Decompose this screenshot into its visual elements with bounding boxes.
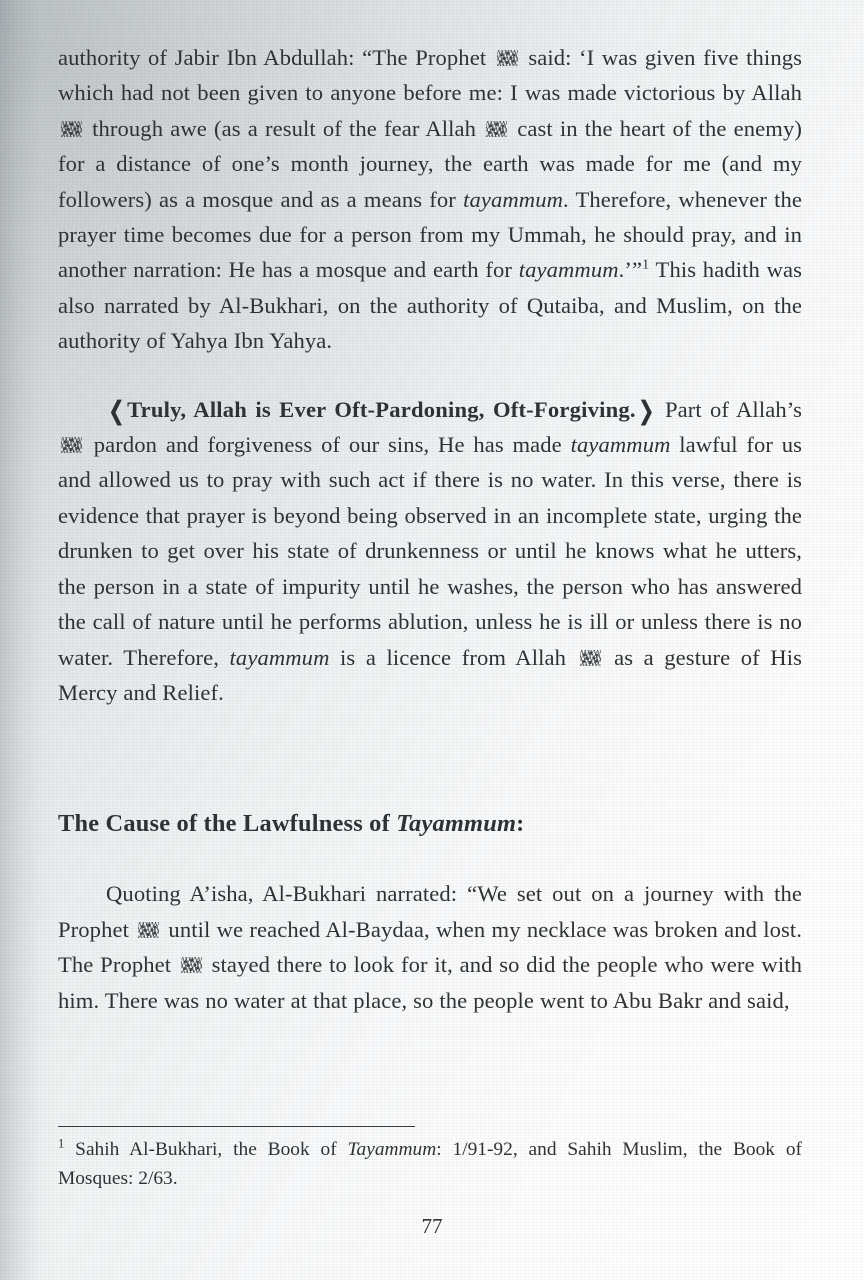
aisha-text-segment-2: until we reached Al-Baydaa, when my necklace was broken and lost. The Prophet [58, 916, 802, 978]
paragraph-hadith-jabir [58, 40, 802, 359]
subhanahu-wa-taala-icon-3 [61, 436, 82, 455]
page-gutter-shadow [0, 0, 58, 1280]
footnote-text-segment-2: : 1/91-92, and Sahih Muslim, the Book of Mosques: 2/63. [58, 1139, 802, 1189]
footnote-italic-term: Tayammum [347, 1139, 437, 1160]
footnote-text [58, 1135, 802, 1193]
aisha-text-segment-3: stayed there to look for it, and so did the people who were with him. There was no water at that place, so the people went to Abu Bakr and said, [58, 952, 802, 1013]
sallallahu-alayhi-wasallam-icon-3 [181, 956, 202, 975]
verse-close-bracket-icon: ❭ [635, 397, 657, 425]
commentary-text-segment-4: is a licence from Allah [329, 644, 577, 670]
aisha-text-segment-1: Quoting A’isha, Al-Bukhari narrated: “We set out on a journey with the Prophet [58, 881, 802, 942]
subhanahu-wa-taala-icon-4 [580, 649, 601, 668]
commentary-text-segment-3: lawful for us and allowed us to pray with such act if there is no water. In this verse, there is evidence that prayer is beyond being observed in an incomplete state, urging the drunken to get over his state of drunkenness or until he knows what he utters, the person in a state of impurity until he washes, the person who has answered the call of nature until he performs ablution, unless he is ill or unless there is no water. Therefore, [58, 432, 802, 670]
italic-term-tayammum-4: tayammum [229, 644, 330, 670]
hadith-text-segment-3: through awe (as a result of the fear Allah [85, 115, 484, 141]
section-heading-italic-term: Tayammum [396, 810, 517, 838]
hadith-text-segment-5: . Therefore, whenever the prayer time becomes due for a person from my Ummah, he should pray, and in another narration: He has a mosque and earth for [58, 186, 802, 283]
subhanahu-wa-taala-icon-1 [61, 120, 82, 139]
italic-term-tayammum-1: tayammum [463, 186, 564, 212]
hadith-text-segment-4: cast in the heart of the enemy) for a distance of one’s month journey, the earth was made for me (and my followers) as a mosque and as a means for [58, 115, 802, 212]
section-heading-cause-of-lawfulness [58, 808, 802, 840]
section-heading-text: The Cause of the Lawfulness of [58, 810, 397, 838]
footnote-block [58, 1126, 802, 1193]
verse-open-bracket-icon: ❬ [106, 397, 128, 425]
heading-spacer-above [58, 710, 802, 808]
footnote-number-marker: 1 [58, 1136, 65, 1151]
paragraph-verse-commentary [58, 392, 802, 711]
footnote-separator-rule [58, 1126, 415, 1127]
page-number: 77 [421, 1214, 443, 1238]
section-heading-colon: : [516, 810, 525, 838]
italic-term-tayammum-2: tayammum [518, 257, 619, 283]
quranic-verse-text: Truly, Allah is Ever Oft-Pardoning, Oft-Forgiving. [127, 396, 636, 422]
sallallahu-alayhi-wasallam-icon [497, 49, 518, 68]
hadith-text-segment-2: said: ‘I was given five things which had not been given to anyone before me: I was made victorious by Allah [58, 45, 803, 106]
commentary-text-segment-2: pardon and forgiveness of our sins, He has made [85, 432, 571, 458]
paragraph-aisha-narration [58, 876, 802, 1018]
italic-term-tayammum-3: tayammum [570, 432, 671, 458]
hadith-text-segment-1: authority of Jabir Ibn Abdullah: “The Prophet [58, 45, 494, 70]
hadith-text-segment-7: This hadith was also narrated by Al-Bukhari, on the authority of Qutaiba, and Muslim, on the authority of Yahya Ibn Yahya. [58, 257, 803, 354]
commentary-text-segment-1: Part of Allah’s [664, 396, 802, 422]
sallallahu-alayhi-wasallam-icon-2 [138, 921, 159, 940]
footnote-text-segment-1: Sahih Al-Bukhari, the Book of [64, 1139, 348, 1160]
subhanahu-wa-taala-icon-2 [486, 120, 507, 139]
commentary-text-segment-5: as a gesture of His Mercy and Relief. [58, 644, 802, 705]
page-text-column [58, 40, 802, 1018]
heading-spacer-below [58, 840, 802, 876]
footnote-reference-marker[interactable]: 1 [642, 257, 650, 273]
paragraph-spacer-1 [58, 359, 802, 392]
hadith-text-segment-6: .’” [618, 257, 643, 283]
